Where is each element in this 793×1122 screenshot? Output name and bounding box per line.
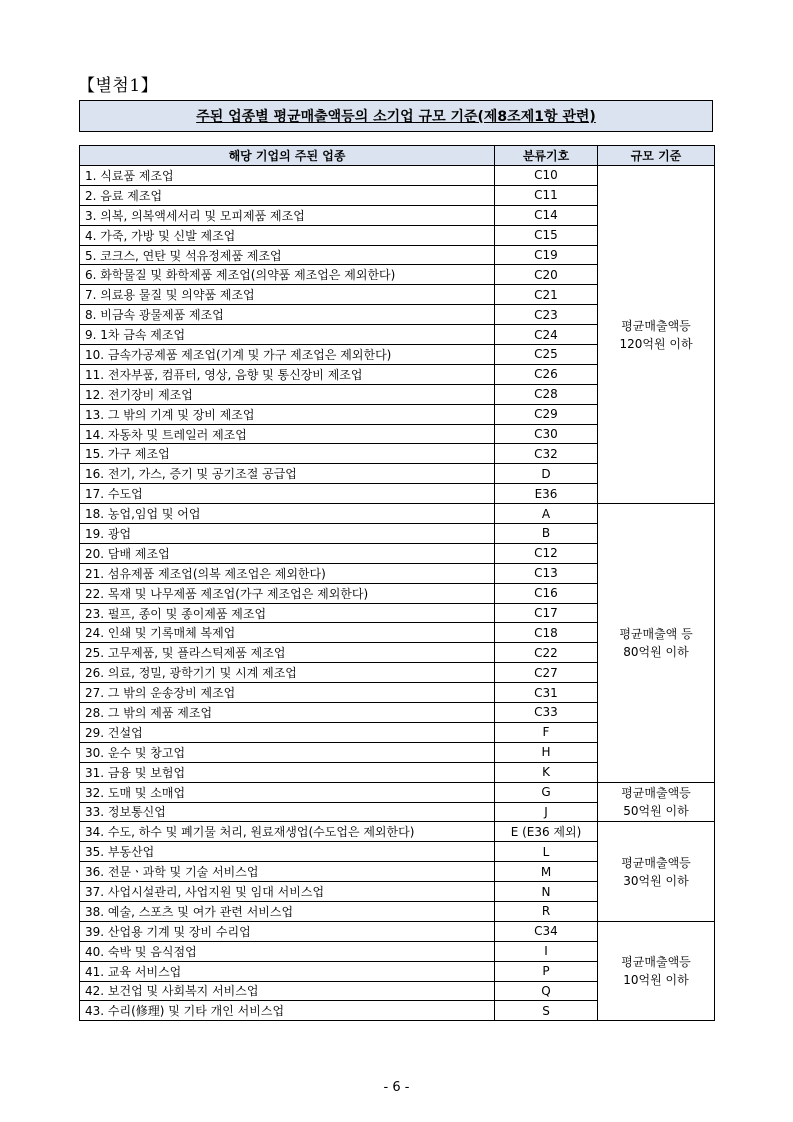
industry-cell: 9. 1차 금속 제조업 [80, 325, 495, 345]
industry-cell: 30. 운수 및 창고업 [80, 742, 495, 762]
industry-cell: 37. 사업시설관리, 사업지원 및 임대 서비스업 [80, 882, 495, 902]
code-cell: C18 [495, 623, 598, 643]
code-cell: C16 [495, 583, 598, 603]
size-criterion-cell: 평균매출액등 50억원 이하 [598, 782, 715, 822]
code-cell: E36 [495, 484, 598, 504]
code-cell: K [495, 762, 598, 782]
industry-cell: 29. 건설업 [80, 722, 495, 742]
code-cell: C30 [495, 424, 598, 444]
industry-cell: 11. 전자부품, 컴퓨터, 영상, 음향 및 통신장비 제조업 [80, 364, 495, 384]
code-cell: C26 [495, 364, 598, 384]
size-criterion-cell: 평균매출액 등 80억원 이하 [598, 504, 715, 782]
industry-cell: 23. 펄프, 종이 및 종이제품 제조업 [80, 603, 495, 623]
code-cell: C11 [495, 185, 598, 205]
code-cell: C28 [495, 384, 598, 404]
code-cell: R [495, 901, 598, 921]
industry-cell: 33. 정보통신업 [80, 802, 495, 822]
industry-cell: 15. 가구 제조업 [80, 444, 495, 464]
industry-cell: 27. 그 밖의 운송장비 제조업 [80, 683, 495, 703]
industry-cell: 6. 화학물질 및 화학제품 제조업(의약품 제조업은 제외한다) [80, 265, 495, 285]
code-cell: C21 [495, 285, 598, 305]
code-cell: M [495, 862, 598, 882]
industry-cell: 34. 수도, 하수 및 폐기물 처리, 원료재생업(수도업은 제외한다) [80, 822, 495, 842]
industry-cell: 26. 의료, 정밀, 광학기기 및 시계 제조업 [80, 663, 495, 683]
code-cell: C12 [495, 543, 598, 563]
code-cell: C29 [495, 404, 598, 424]
code-cell: C34 [495, 921, 598, 941]
table-body [80, 166, 715, 1021]
industry-cell: 22. 목재 및 나무제품 제조업(가구 제조업은 제외한다) [80, 583, 495, 603]
code-cell: C17 [495, 603, 598, 623]
table-row [80, 782, 715, 802]
industry-cell: 19. 광업 [80, 524, 495, 544]
header-code: 분류기호 [495, 146, 598, 166]
code-cell: C25 [495, 345, 598, 365]
code-cell: G [495, 782, 598, 802]
code-cell: C23 [495, 305, 598, 325]
industry-cell: 1. 식료품 제조업 [80, 166, 495, 186]
code-cell: J [495, 802, 598, 822]
code-cell: C10 [495, 166, 598, 186]
industry-cell: 7. 의료용 물질 및 의약품 제조업 [80, 285, 495, 305]
code-cell: I [495, 941, 598, 961]
code-cell: S [495, 1001, 598, 1021]
industry-cell: 43. 수리(修理) 및 기타 개인 서비스업 [80, 1001, 495, 1021]
code-cell: C33 [495, 703, 598, 723]
industry-cell: 2. 음료 제조업 [80, 185, 495, 205]
code-cell: D [495, 464, 598, 484]
industry-cell: 39. 산업용 기계 및 장비 수리업 [80, 921, 495, 941]
annex-label: 【별첨1】 [78, 76, 159, 96]
industry-cell: 25. 고무제품, 및 플라스틱제품 제조업 [80, 643, 495, 663]
size-criterion-cell: 평균매출액등 30억원 이하 [598, 822, 715, 921]
code-cell: P [495, 961, 598, 981]
industry-cell: 40. 숙박 및 음식점업 [80, 941, 495, 961]
industry-cell: 41. 교육 서비스업 [80, 961, 495, 981]
table-row [80, 822, 715, 842]
industry-cell: 32. 도매 및 소매업 [80, 782, 495, 802]
industry-cell: 5. 코크스, 연탄 및 석유정제품 제조업 [80, 245, 495, 265]
code-cell: C32 [495, 444, 598, 464]
code-cell: C24 [495, 325, 598, 345]
code-cell: C15 [495, 225, 598, 245]
code-cell: C13 [495, 563, 598, 583]
industry-cell: 3. 의복, 의복액세서리 및 모피제품 제조업 [80, 205, 495, 225]
code-cell: C22 [495, 643, 598, 663]
code-cell: C19 [495, 245, 598, 265]
industry-cell: 20. 담배 제조업 [80, 543, 495, 563]
industry-cell: 35. 부동산업 [80, 842, 495, 862]
industry-cell: 31. 금융 및 보험업 [80, 762, 495, 782]
industry-cell: 28. 그 밖의 제품 제조업 [80, 703, 495, 723]
code-cell: L [495, 842, 598, 862]
industry-cell: 42. 보건업 및 사회복지 서비스업 [80, 981, 495, 1001]
industry-cell: 21. 섬유제품 제조업(의복 제조업은 제외한다) [80, 563, 495, 583]
table-row [80, 921, 715, 941]
document-title-box [79, 100, 713, 132]
industry-cell: 12. 전기장비 제조업 [80, 384, 495, 404]
size-criterion-cell: 평균매출액등 10억원 이하 [598, 921, 715, 1020]
code-cell: F [495, 722, 598, 742]
code-cell: N [495, 882, 598, 902]
code-cell: A [495, 504, 598, 524]
header-industry: 해당 기업의 주된 업종 [80, 146, 495, 166]
industry-cell: 14. 자동차 및 트레일러 제조업 [80, 424, 495, 444]
code-cell: C14 [495, 205, 598, 225]
industry-cell: 18. 농업,임업 및 어업 [80, 504, 495, 524]
code-cell: Q [495, 981, 598, 1001]
industry-size-table [79, 145, 715, 1021]
industry-cell: 17. 수도업 [80, 484, 495, 504]
industry-cell: 8. 비금속 광물제품 제조업 [80, 305, 495, 325]
code-cell: C31 [495, 683, 598, 703]
table-row [80, 504, 715, 524]
industry-cell: 16. 전기, 가스, 증기 및 공기조절 공급업 [80, 464, 495, 484]
table-row [80, 166, 715, 186]
industry-cell: 4. 가죽, 가방 및 신발 제조업 [80, 225, 495, 245]
document-title: 주된 업종별 평균매출액등의 소기업 규모 기준(제8조제1항 관련) [196, 109, 596, 125]
industry-cell: 36. 전문ㆍ과학 및 기술 서비스업 [80, 862, 495, 882]
code-cell: C20 [495, 265, 598, 285]
industry-cell: 38. 예술, 스포츠 및 여가 관련 서비스업 [80, 901, 495, 921]
size-criterion-cell: 평균매출액등 120억원 이하 [598, 166, 715, 504]
table-header-row [80, 146, 715, 166]
industry-cell: 13. 그 밖의 기계 및 장비 제조업 [80, 404, 495, 424]
code-cell: H [495, 742, 598, 762]
code-cell: B [495, 524, 598, 544]
code-cell: E (E36 제외) [495, 822, 598, 842]
industry-cell: 24. 인쇄 및 기록매체 복제업 [80, 623, 495, 643]
code-cell: C27 [495, 663, 598, 683]
header-size: 규모 기준 [598, 146, 715, 166]
page-number: - 6 - [383, 1080, 410, 1095]
industry-cell: 10. 금속가공제품 제조업(기계 및 가구 제조업은 제외한다) [80, 345, 495, 365]
